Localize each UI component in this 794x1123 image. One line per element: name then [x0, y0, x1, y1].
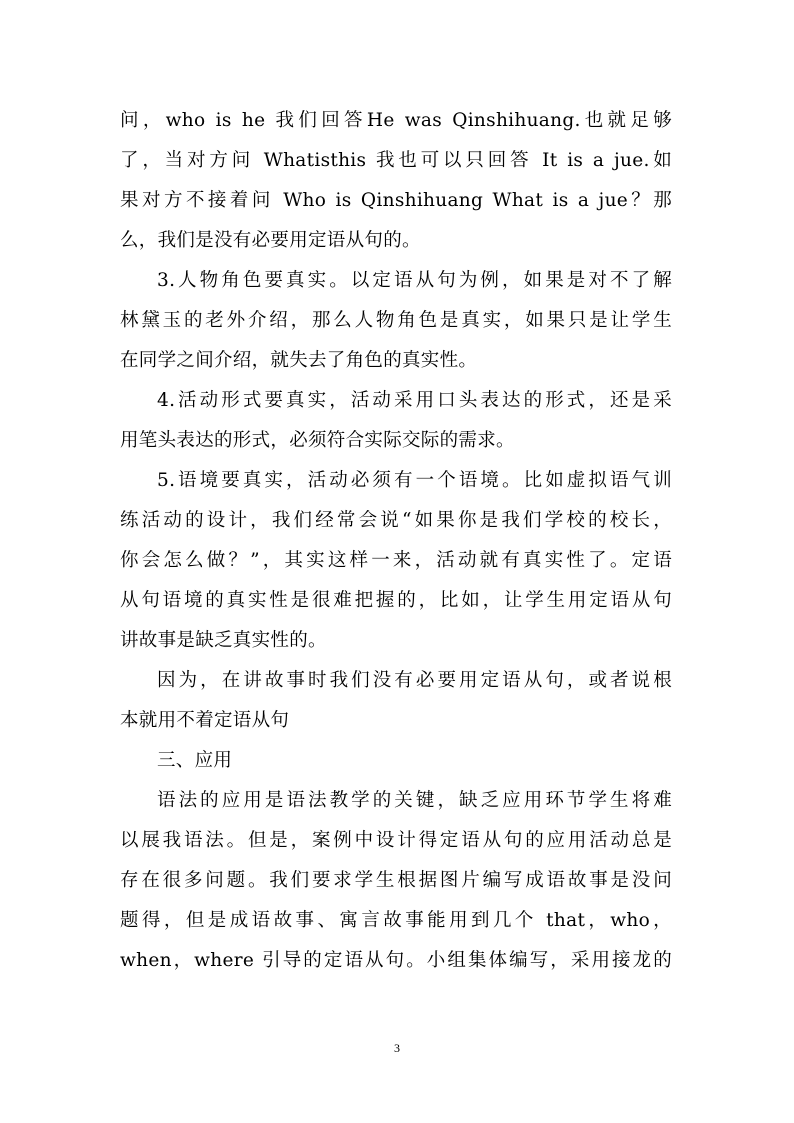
text-line: 存在很多问题。我们要求学生根据图片编写成语故事是没问 — [120, 870, 672, 891]
text-line: 语法的应用是语法教学的关键，缺乏应用环节学生将难 — [157, 790, 672, 811]
text-line: 5.语境要真实，活动必须有一个语境。比如虚拟语气训 — [157, 470, 672, 491]
text-line: 你会怎么做？”，其实这样一来，活动就有真实性了。定语 — [120, 550, 672, 571]
text-line: 题得，但是成语故事、寓言故事能用到几个 that，who， — [120, 910, 672, 931]
text-line: 因为，在讲故事时我们没有必要用定语从句，或者说根 — [157, 670, 672, 691]
text-line: 林黛玉的老外介绍，那么人物角色是真实，如果只是让学生 — [120, 310, 672, 331]
section-heading: 三、应用 — [157, 750, 233, 771]
text-line: 在同学之间介绍，就失去了角色的真实性。 — [120, 350, 478, 371]
text-line: 练活动的设计，我们经常会说“如果你是我们学校的校长， — [120, 510, 672, 531]
text-line: 从句语境的真实性是很难把握的，比如，让学生用定语从句 — [120, 590, 672, 611]
text-line: 用笔头表达的形式，必须符合实际交际的需求。 — [120, 430, 515, 451]
text-line: when，where 引导的定语从句。小组集体编写，采用接龙的 — [120, 950, 672, 971]
text-line: 本就用不着定语从句 — [120, 710, 290, 731]
text-line: 讲故事是缺乏真实性的。 — [120, 630, 327, 651]
text-line: 以展我语法。但是，案例中设计得定语从句的应用活动总是 — [120, 830, 672, 851]
body-text — [120, 101, 672, 981]
text-line: 3.人物角色要真实。以定语从句为例，如果是对不了解 — [157, 270, 672, 291]
text-line: 问，who is he 我们回答He was Qinshihuang.也就足够 — [120, 110, 672, 131]
text-line: 了，当对方问 Whatisthis 我也可以只回答 It is a jue.如 — [120, 150, 672, 171]
text-line: 果对方不接着问 Who is Qinshihuang What is a jue？那 — [120, 190, 672, 211]
text-line: 么，我们是没有必要用定语从句的。 — [120, 230, 421, 251]
page-number: 3 — [394, 1041, 400, 1055]
text-line: 4.活动形式要真实，活动采用口头表达的形式，还是采 — [157, 390, 672, 411]
